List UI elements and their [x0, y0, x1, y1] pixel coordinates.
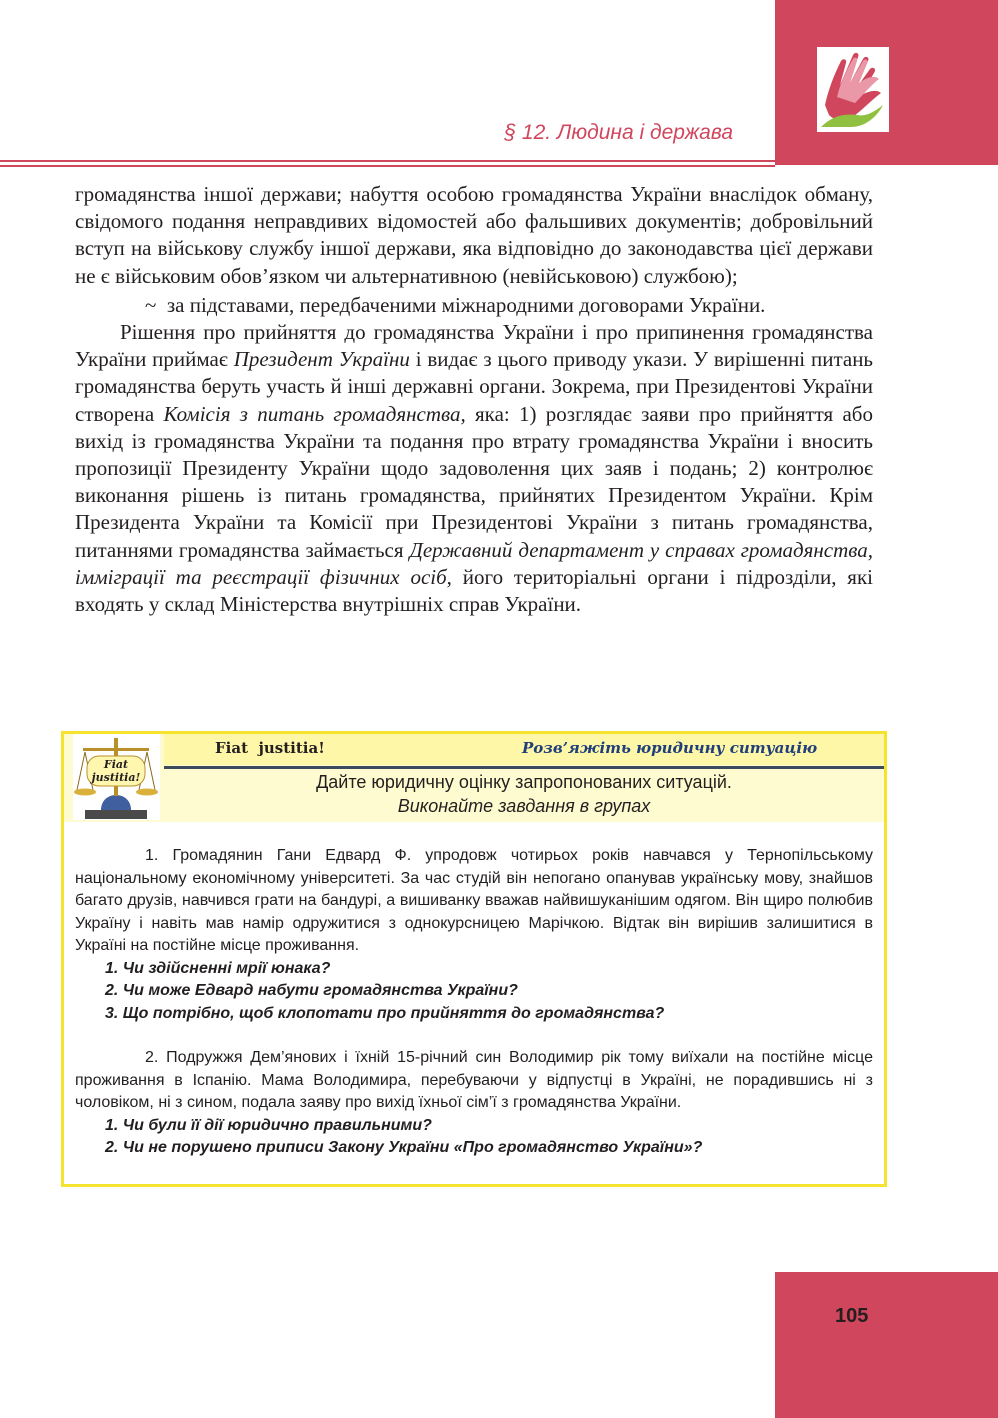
paragraph: громадянства іншої держави; набуття особою громадянства України внаслідок обману, свідомого подання неправдивих відомостей або фальшивих документів; добровільний вступ на військову службу іншої держави, яка відповідно до законодавства цієї держави не є військовим обов’язком чи альтернативною (невійськовою) службою); [75, 182, 873, 288]
case-text: 2. Подружжя Дем’янових і їхній 15-річний син Володимир рік тому виїхали на постійне місце проживання в Іспанію. Мама Володимира, перебуваючи у відпустці в Україні, не порадившись ні з чоловіком, ні з сином, подала заяву про вихід їхньої сім’ї з громадянства України. [75, 1049, 873, 1111]
header-rule [0, 160, 775, 162]
question: 1. Чи здійсненні мрії юнака? [105, 959, 331, 977]
task-instruction: Дайте юридичну оцінку запропонованих ситуацій. [316, 772, 732, 792]
page-number: 105 [835, 1305, 869, 1327]
question: 3. Що потрібно, щоб клопотати про прийняття до громадянства? [105, 1004, 665, 1022]
tilde-bullet-icon: ~ [145, 292, 157, 317]
case-list [75, 845, 873, 1160]
question: 2. Чи може Едвард набути громадянства України? [105, 982, 518, 999]
header-rule [0, 165, 775, 167]
icon-label: Fiat [103, 758, 129, 771]
case-text: 1. Громадянин Гани Едвард Ф. упродовж чотирьох років навчався у Тернопільському національному економічному університеті. За час студій він непогано опанував українську мову, знайшов багато друзів, навчився грати на бандурі, а вишиванку вважав найвишуканішим одягом. Він щиро полюбив Україну і навіть мав намір одружитися з однокурсницею Марічкою. Відтак він вирішив залишитися в Україні на постійне місце проживання. [75, 847, 873, 954]
list-item [75, 292, 873, 319]
box-subtitle: Розв’яжіть юридичну ситуацію [522, 739, 818, 757]
title-divider [164, 766, 884, 769]
emphasis: Комісія з питань громадянства, [163, 401, 466, 426]
text-run: , його територіальні органи і підрозділи, які входять у склад Міністерства внутрішніх справ України. [75, 564, 873, 617]
question: 2. Чи не порушено приписи Закону України «Про громадянство України»? [105, 1139, 703, 1156]
emphasis: Державний департамент у справах громадянства, імміграції та реєстрації фізичних осіб [75, 537, 874, 589]
text-run: яка: 1) розглядає заяви про прийняття або вихід із громадянства України та подання про втрату громадянства України і вносить пропозиції Президенту України щодо задоволення цих заяв і подань; 2) контролює виконання рішень із питань громадянства, прийнятих Президентом України. Крім Президента України та Комісії при Президентові України з питань громадянства, питаннями громадянства займається [75, 401, 873, 562]
section-title: § 12. Людина і держава [504, 121, 733, 144]
icon-label: justitia! [91, 771, 141, 784]
task-instruction: Виконайте завдання в групах [397, 796, 651, 816]
emphasis: Президент України [233, 347, 410, 372]
hands-logo-icon [817, 47, 889, 132]
text-run: Рішення про прийняття до громадянства України і про припинення громадянства України приймає [75, 320, 873, 372]
question: 1. Чи були її дії юридично правильними? [105, 1116, 432, 1134]
scales-of-justice-icon [73, 734, 160, 820]
footer-color-block [775, 1272, 998, 1418]
spacer [75, 1025, 873, 1047]
box-title: Fiat justitia! [215, 739, 325, 757]
paragraph [75, 319, 873, 618]
text-run: і видає з цього приводу укази. У вирішенні питань громадянства беруть участь й інші державні органи. Зокрема, при Президентові України створена [75, 347, 874, 426]
case-study-box [61, 731, 887, 1187]
list-item-text: за підставами, передбаченими міжнародними договорами України. [166, 292, 766, 317]
main-text [75, 181, 873, 618]
